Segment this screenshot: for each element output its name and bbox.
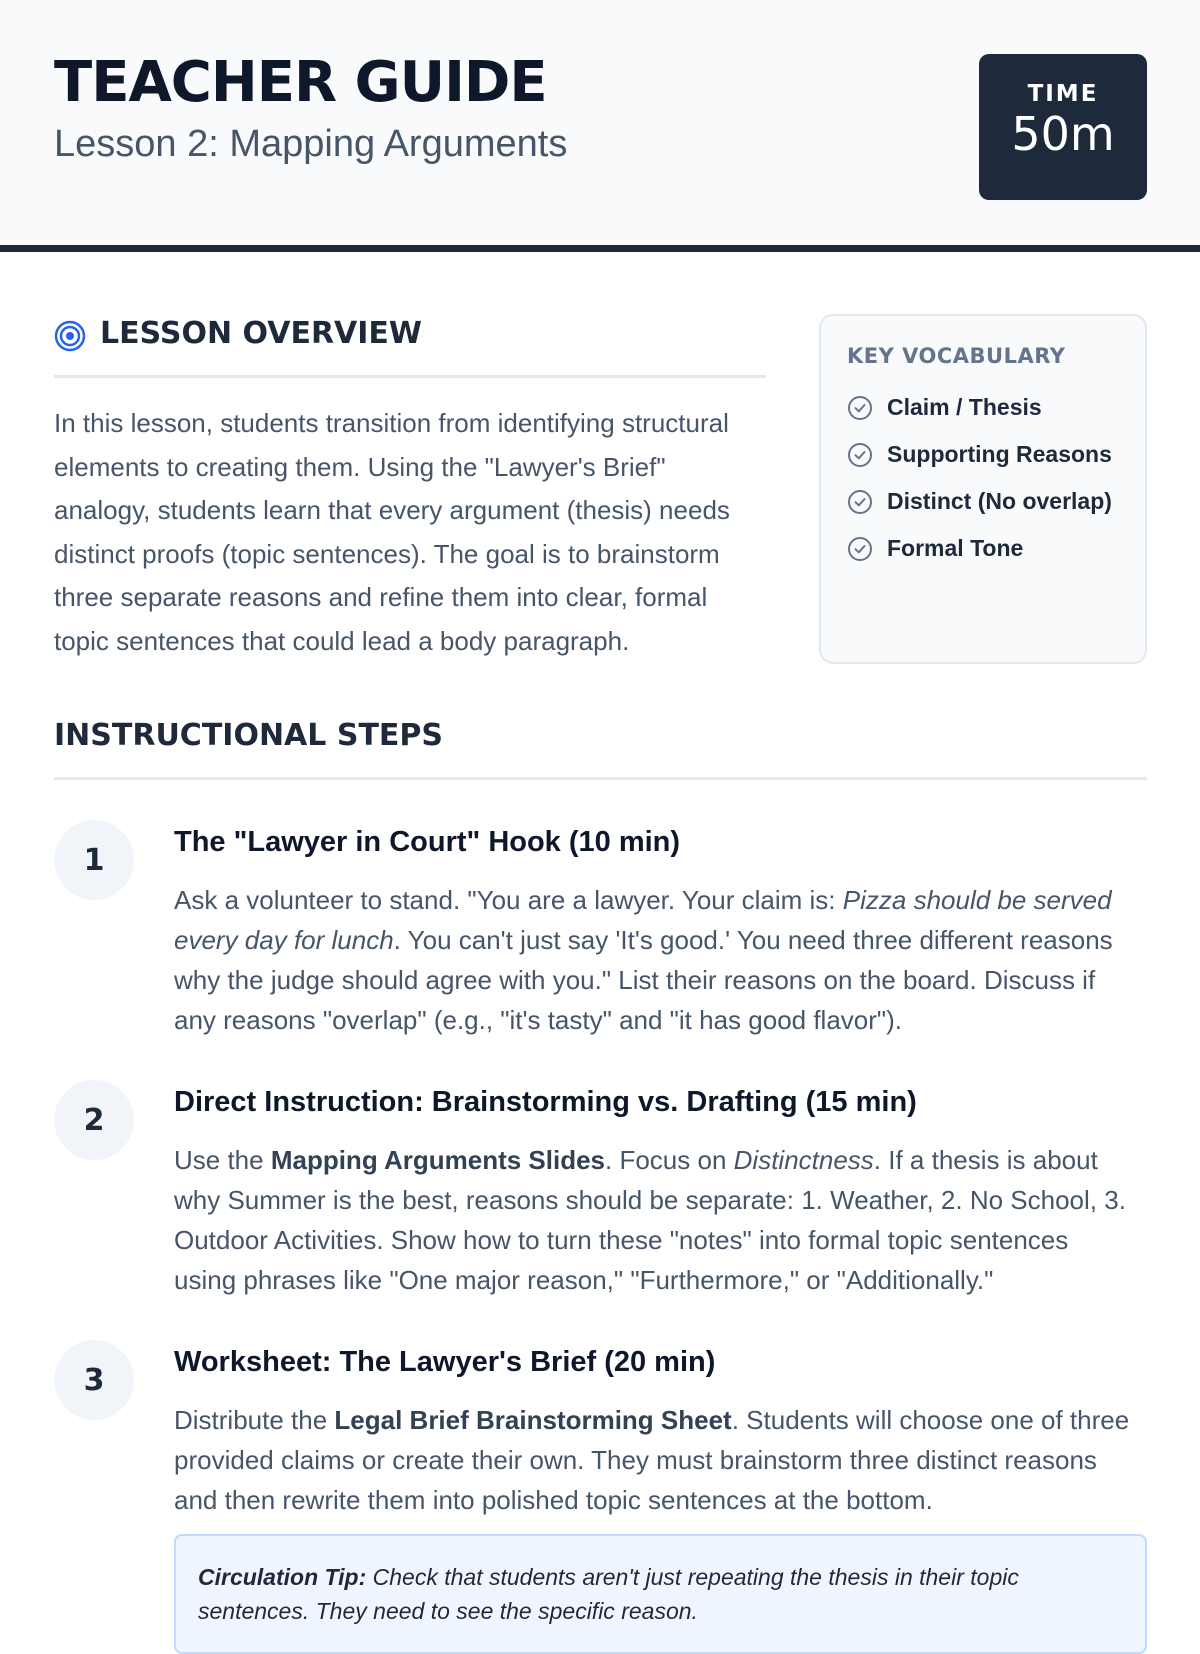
check-circle-icon (847, 536, 873, 562)
focus-term: Distinctness (733, 1145, 874, 1175)
vocabulary-term: Distinct (No overlap) (887, 488, 1112, 514)
time-label: TIME (1027, 81, 1099, 107)
page-header (0, 0, 1200, 252)
step-title: Direct Instruction: Brainstorming vs. Drafting (15 min) (174, 1086, 917, 1118)
instructional-steps-heading: INSTRUCTIONAL STEPS (54, 718, 443, 753)
tip-label: Circulation Tip: (198, 1564, 367, 1590)
lesson-overview-heading: LESSON OVERVIEW (100, 316, 423, 351)
step-number-badge: 3 (54, 1340, 134, 1420)
step-title: The "Lawyer in Court" Hook (10 min) (174, 826, 681, 858)
step-description: Distribute the Legal Brief Brainstorming Sheet. Students will choose one of three provided claims or create their own. They must brainstorm three distinct reasons and then rewrite them into polished topic sentences at the bottom. (174, 1405, 1130, 1515)
step-number-badge: 1 (54, 820, 134, 900)
vocabulary-term: Claim / Thesis (887, 394, 1042, 420)
check-circle-icon (847, 442, 873, 468)
check-circle-icon (847, 489, 873, 515)
instructional-steps-heading-row (54, 718, 1147, 780)
vocabulary-item (847, 478, 1119, 525)
vocabulary-list (847, 384, 1119, 572)
tip-text: Check that students aren't just repeating the thesis in their topic sentences. They need to see the specific reason. (198, 1564, 1019, 1624)
resource-name: Legal Brief Brainstorming Sheet (334, 1405, 732, 1435)
vocabulary-term: Supporting Reasons (887, 441, 1112, 467)
step-number-badge: 2 (54, 1080, 134, 1160)
vocabulary-item (847, 525, 1119, 572)
step-description: Ask a volunteer to stand. "You are a lawyer. Your claim is: Pizza should be served every day for lunch. You can't just say 'It's good.' You need three different reasons why the judge should agree with you." List their reasons on the board. Discuss if any reasons "overlap" (e.g., "it's tasty" and "it has good flavor"). (174, 885, 1113, 1035)
step-description: Use the Mapping Arguments Slides. Focus on Distinctness. If a thesis is about why Summer is the best, reasons should be separate: 1. Weather, 2. No School, 3. Outdoor Activities. Show how to turn these "notes" into formal topic sentences using phrases like "One major reason," "Furthermore," or "Additionally." (174, 1145, 1126, 1295)
lesson-subtitle: Lesson 2: Mapping Arguments (54, 123, 568, 165)
check-circle-icon (847, 395, 873, 421)
vocabulary-term: Formal Tone (887, 535, 1024, 561)
lesson-overview-heading-row (54, 316, 766, 378)
key-vocabulary-heading: KEY VOCABULARY (847, 344, 1066, 368)
vocabulary-item (847, 384, 1119, 431)
target-icon (54, 320, 86, 352)
resource-name: Mapping Arguments Slides (270, 1145, 606, 1175)
step-title: Worksheet: The Lawyer's Brief (20 min) (174, 1346, 716, 1378)
circulation-tip-box (174, 1534, 1147, 1654)
example-claim: Pizza should be served every day for lunch (174, 885, 1112, 955)
lesson-overview-text: In this lesson, students transition from identifying structural elements to creating them. Using the "Lawyer's Brief" analogy, students learn that every argument (thesis) needs distinct proofs (topic sentences). The goal is to brainstorm three separate reasons and refine them into clear, formal topic sentences that could lead a body paragraph. (54, 408, 730, 656)
page-title: TEACHER GUIDE (54, 50, 547, 115)
time-value: 50m (1011, 107, 1115, 161)
time-badge (979, 54, 1147, 200)
vocabulary-item (847, 431, 1119, 478)
key-vocabulary-card (819, 314, 1147, 664)
